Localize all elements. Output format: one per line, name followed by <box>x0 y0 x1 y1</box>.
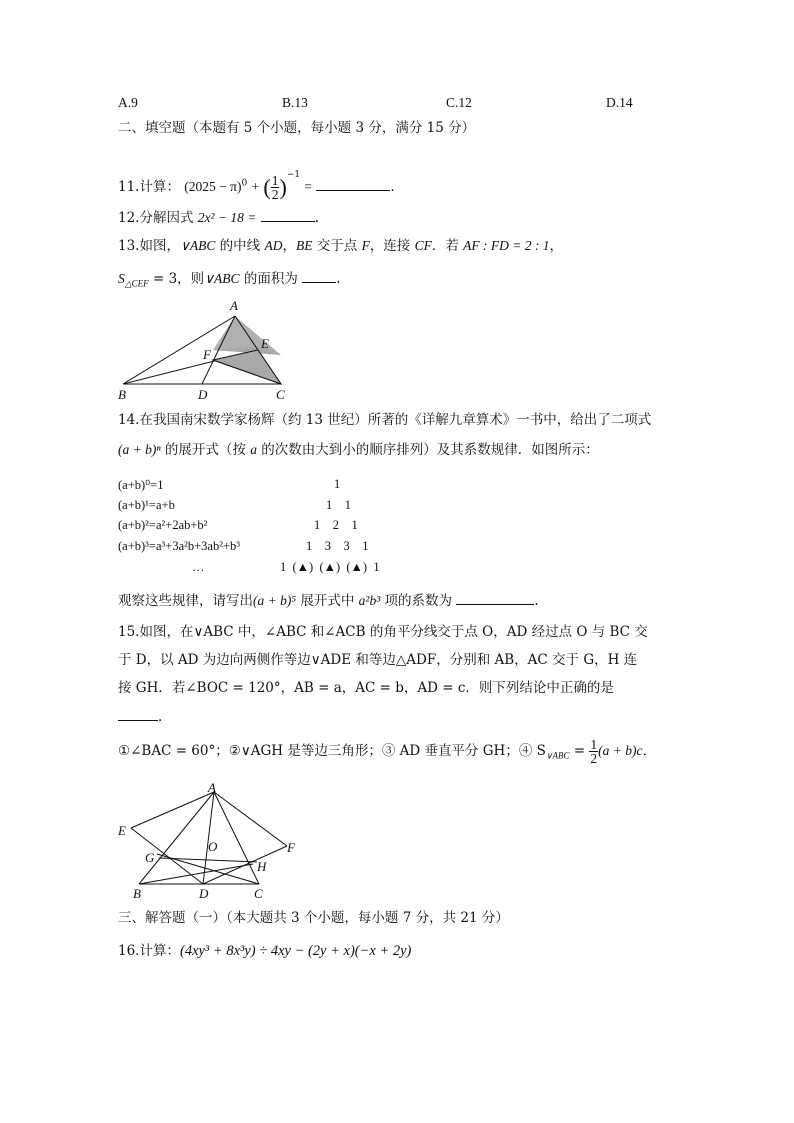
coeff-row-4: 1 (▲) (▲) (▲) 1 <box>280 560 380 574</box>
question-14-line2: (a + b)ⁿ 的展开式（按 a 的次数由大到小的顺序排列）及其系数规律．如图所示： <box>118 442 599 458</box>
label-a-15: A <box>208 780 216 795</box>
label-b-15: B <box>133 886 141 901</box>
q11-plus: + <box>251 179 260 194</box>
side-ac-15 <box>214 792 259 884</box>
coeff-row-0: 1 <box>334 477 341 491</box>
q11-eq: = <box>304 179 313 194</box>
label-e: E <box>261 336 269 351</box>
option-c: C.12 <box>446 95 472 110</box>
q11-prefix: 11.计算： <box>118 179 180 195</box>
question-11: 11.计算： $(2025 - \pi)^0$ + ( $\frac{1}{2}$ )$^{-1}$ = . <box>118 170 395 202</box>
q13-answer-blank[interactable] <box>302 268 336 283</box>
question-15-line3: 接 GH．若∠BOC = 120°，AB = a，AC = b，AD = c．则下列结论中正确的是 <box>118 680 614 696</box>
question-16: 16.计算：(4xy³ + 8x³y) ÷ 4xy − (2y + x)(−x + 2y) <box>118 943 412 959</box>
side-ab-15 <box>139 792 214 884</box>
coeff-row-3: 1 3 3 1 <box>306 539 369 553</box>
label-o-15: O <box>208 839 218 854</box>
side-ae <box>131 792 214 828</box>
label-h-15: H <box>257 859 267 874</box>
q16-expr: (4xy³ + 8x³y) ÷ 4xy − (2y + x)(−x + 2y) <box>179 943 412 959</box>
q11-exp0: 0 <box>241 178 248 189</box>
q11-fraction: $\frac{1}{2}$ <box>271 173 279 202</box>
question-15-options: ①∠BAC = 60°；②∨AGH 是等边三角形；③ AD 垂直平分 GH；④ $S_{\vee ABC}$ = $\frac{1}{2}$ (a + b)c． <box>118 737 656 766</box>
label-e-15: E <box>118 823 126 838</box>
option-d: D.14 <box>606 95 633 110</box>
q14-answer-blank[interactable] <box>456 590 534 605</box>
question-15-blank-line: . <box>118 706 162 727</box>
label-d-15: D <box>199 886 209 901</box>
label-f-15: F <box>287 840 295 855</box>
q12-expr: 2x² − 18 = <box>197 210 257 225</box>
label-d: D <box>198 387 208 402</box>
coeff-row-1: 1 1 <box>326 498 351 512</box>
q12-answer-blank[interactable] <box>261 207 315 222</box>
figure-13-triangle <box>115 296 295 404</box>
expansion-row-ellipsis: … <box>192 560 205 574</box>
question-15-line1: 15.如图，在∨ABC 中，∠ABC 和∠ACB 的角平分线交于点 O，AD 经过点 O 与 BC 交 <box>118 624 648 640</box>
question-13-line2: $S_{\triangle CEF} = 3$，则∨ABC 的面积为 . <box>118 268 340 294</box>
question-15-line2: 于 D，以 AD 为边向两侧作等边∨ADE 和等边△ADF，分别和 AB，AC 交于 G，H 连 <box>118 652 638 668</box>
q11-answer-blank[interactable] <box>316 176 390 191</box>
label-f: F <box>203 347 211 362</box>
bisector-b <box>139 864 253 884</box>
question-14-line1: 14.在我国南宋数学家杨辉（约 13 世纪）所著的《详解九章算术》一书中，给出了二项式 <box>118 412 652 428</box>
option-a: A.9 <box>118 95 138 110</box>
expansion-row-1: (a+b)¹=a+b <box>118 498 175 512</box>
side-af <box>214 792 287 846</box>
expansion-row-0: (a+b)⁰=1 <box>118 478 164 492</box>
label-g-15: G <box>145 850 155 865</box>
expansion-row-2: (a+b)²=a²+2ab+b² <box>118 518 208 532</box>
q15-fraction: $\frac{1}{2}$ <box>590 737 598 766</box>
side-ed <box>131 828 203 884</box>
label-c: C <box>276 387 285 402</box>
question-14-ask: 观察这些规律，请写出(a + b)⁵ 展开式中 a²b³ 项的系数为 . <box>118 590 539 611</box>
figure-15-triangles <box>115 780 305 902</box>
coeff-row-2: 1 2 1 <box>314 518 358 532</box>
option-b: B.13 <box>282 95 308 110</box>
q11-base: (2025 − π) <box>184 179 242 194</box>
q12-prefix: 12.分解因式 <box>118 210 198 226</box>
q15-answer-blank[interactable] <box>118 706 158 721</box>
label-a: A <box>230 298 238 313</box>
label-c-15: C <box>254 886 263 901</box>
triangle-cef <box>213 350 281 384</box>
question-12: 12.分解因式 2x² − 18 = . <box>118 207 319 228</box>
label-b: B <box>118 387 126 402</box>
expansion-row-3: (a+b)³=a³+3a²b+3ab²+b³ <box>118 539 241 553</box>
question-13-line1: 13.如图，∨ABC 的中线 AD，BE 交于点 F，连接 CF．若 AF : FD = 2 : 1， <box>118 238 564 254</box>
section2-title: 二、填空题（本题有 5 个小题，每小题 3 分，满分 15 分） <box>118 120 476 136</box>
q11-exp: −1 <box>286 170 301 180</box>
section3-title: 三、解答题（一）（本大题共 3 个小题，每小题 7 分，共 21 分） <box>118 910 509 926</box>
